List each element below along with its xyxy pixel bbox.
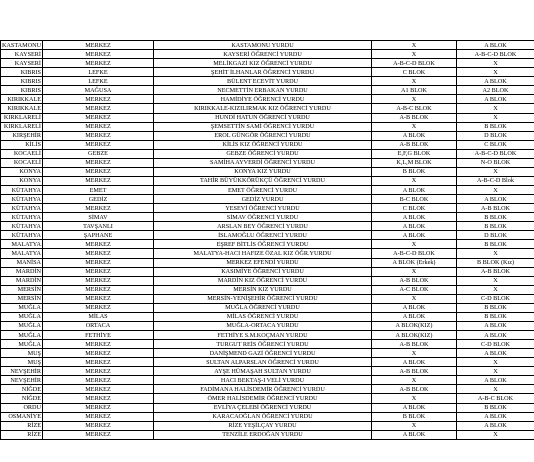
block-b-cell: B BLOK <box>457 403 534 412</box>
city-cell: MUĞLA <box>1 331 43 340</box>
block-b-cell: A-B-C-D BLOK <box>457 149 534 158</box>
block-a-cell: X <box>372 176 457 185</box>
dormitory-name-cell: İSLAMOĞLU ÖĞRENCİ YURDU <box>154 231 372 240</box>
block-a-cell: A BLOK <box>372 430 457 439</box>
table-row <box>1 167 534 176</box>
city-cell: KIBRIS <box>1 68 43 77</box>
block-b-cell: A BLOK <box>457 95 534 104</box>
dormitory-name-cell: SULTAN ALPARSLAN ÖĞRENCİ YURDU <box>154 358 372 367</box>
table-row <box>1 358 534 367</box>
block-a-cell: A-B-C-D BLOK <box>372 249 457 258</box>
dormitory-name-cell: KARACAOĞLAN ÖĞRENCİ YURDU <box>154 412 372 421</box>
dormitory-name-cell: MERSİN KIZ YURDU <box>154 285 372 294</box>
block-a-cell: X <box>372 394 457 403</box>
block-b-cell: A-B BLOK <box>457 204 534 213</box>
table-row <box>1 195 534 204</box>
dormitory-name-cell: MELİKGAZİ KIZ ÖĞRENCİ YURDU <box>154 59 372 68</box>
dormitory-name-cell: KİLİS KIZ ÖĞRENCİ YURDU <box>154 140 372 149</box>
table-row <box>1 149 534 158</box>
table-row <box>1 158 534 167</box>
district-cell: MERKEZ <box>43 367 154 376</box>
dormitory-name-cell: FADİMANA HALİSDEMİR ÖĞRENCİ YURDU <box>154 385 372 394</box>
city-cell: MALATYA <box>1 240 43 249</box>
dormitory-name-cell: TURGUT REİS ÖĞRENCİ YURDU <box>154 340 372 349</box>
block-a-cell: A-B BLOK <box>372 276 457 285</box>
block-a-cell: X <box>372 294 457 303</box>
city-cell: MUĞLA <box>1 312 43 321</box>
block-b-cell: A BLOK <box>457 77 534 86</box>
district-cell: ORTACA <box>43 321 154 330</box>
block-b-cell: C-D BLOK <box>457 294 534 303</box>
city-cell: NEVŞEHİR <box>1 376 43 385</box>
table-row <box>1 104 534 113</box>
city-cell: MERSİN <box>1 285 43 294</box>
block-b-cell: B BLOK <box>457 312 534 321</box>
table-row <box>1 303 534 312</box>
dormitory-name-cell: KAYSERİ ÖĞRENCİ YURDU <box>154 50 372 59</box>
district-cell: MERKEZ <box>43 122 154 131</box>
district-cell: MERKEZ <box>43 340 154 349</box>
block-b-cell: A-B-C-D BLOK <box>457 50 534 59</box>
dormitory-name-cell: GEDİZ YURDU <box>154 195 372 204</box>
dormitory-name-cell: HACI BEKTAŞ-I VELİ YURDU <box>154 376 372 385</box>
block-b-cell: B BLOK <box>457 213 534 222</box>
dormitory-name-cell: TAHİR BÜYÜKKÖRÜKÇÜ ÖĞRENCİ YURDU <box>154 176 372 185</box>
block-a-cell: B BLOK <box>372 167 457 176</box>
block-b-cell: X <box>457 167 534 176</box>
table-row <box>1 204 534 213</box>
dormitory-name-cell: MUĞLA ÖĞRENCİ YURDU <box>154 303 372 312</box>
city-cell: MANİSA <box>1 258 43 267</box>
block-a-cell: A-B BLOK <box>372 367 457 376</box>
block-b-cell: X <box>457 276 534 285</box>
district-cell: MERKEZ <box>43 59 154 68</box>
district-cell: MERKEZ <box>43 131 154 140</box>
district-cell: MERKEZ <box>43 394 154 403</box>
district-cell: GEBZE <box>43 149 154 158</box>
block-b-cell: X <box>457 385 534 394</box>
table-row <box>1 240 534 249</box>
city-cell: KIRKLARELİ <box>1 113 43 122</box>
block-a-cell: A-B BLOK <box>372 340 457 349</box>
dormitory-name-cell: TENZİLE ERDOĞAN YURDU <box>154 430 372 439</box>
table-row <box>1 186 534 195</box>
block-a-cell: A-B-C-D BLOK <box>372 59 457 68</box>
district-cell: EMET <box>43 186 154 195</box>
dormitory-name-cell: EVLİYA ÇELEBİ ÖĞRENCİ YURDU <box>154 403 372 412</box>
block-a-cell: X <box>372 122 457 131</box>
block-a-cell: X <box>372 349 457 358</box>
block-a-cell: A BLOK (Erkek) <box>372 258 457 267</box>
city-cell: KİLİS <box>1 140 43 149</box>
city-cell: KONYA <box>1 176 43 185</box>
table-row <box>1 77 534 86</box>
dormitory-name-cell: EŞREF BİTLİS ÖĞRENCİ YURDU <box>154 240 372 249</box>
table-row <box>1 294 534 303</box>
block-b-cell: B BLOK <box>457 303 534 312</box>
district-cell: MERKEZ <box>43 95 154 104</box>
district-cell: MAĞUSA <box>43 86 154 95</box>
district-cell: MERKEZ <box>43 285 154 294</box>
block-a-cell: X <box>372 421 457 430</box>
district-cell: LEFKE <box>43 77 154 86</box>
table-row <box>1 213 534 222</box>
table-row <box>1 140 534 149</box>
city-cell: KASTAMONU <box>2 41 42 49</box>
block-b-cell: X <box>457 113 534 122</box>
block-b-cell: X <box>457 104 534 113</box>
block-b-cell: X <box>457 249 534 258</box>
district-cell: MERKEZ <box>43 376 154 385</box>
city-cell: NEVŞEHİR <box>1 367 43 376</box>
dormitory-name-cell: ÖMER HALİSDEMİR ÖĞRENCİ YURDU <box>154 394 372 403</box>
district-cell: MERKEZ <box>43 385 154 394</box>
city-cell: KIBRIS <box>1 77 43 86</box>
table-row <box>1 430 534 439</box>
district-cell: MERKEZ <box>43 204 154 213</box>
city-cell: KIRIKKALE <box>1 104 43 113</box>
block-b-cell: B BLOK (Kız) <box>457 258 534 267</box>
table-row <box>1 95 534 104</box>
table-row <box>1 41 534 50</box>
district-cell: MERKEZ <box>43 240 154 249</box>
block-a-cell: A-B BLOK <box>372 385 457 394</box>
block-b-cell: B BLOK <box>457 222 534 231</box>
district-cell: LEFKE <box>43 68 154 77</box>
dormitory-name-cell: HUNDİ HATUN ÖĞRENCİ YURDU <box>154 113 372 122</box>
dormitory-name-cell: ŞEHİT İLHANLAR ÖĞRENCİ YURDU <box>154 68 372 77</box>
table-row <box>1 258 534 267</box>
block-b-cell: X <box>457 367 534 376</box>
district-cell: MERKEZ <box>43 267 154 276</box>
dormitory-name-cell: GEBZE ÖĞRENCİ YURDU <box>154 149 372 158</box>
table-row <box>1 321 534 330</box>
district-cell: ŞAPHANE <box>43 231 154 240</box>
block-a-cell: A BLOK <box>372 403 457 412</box>
table-row <box>1 122 534 131</box>
block-b-cell: X <box>457 285 534 294</box>
table-row <box>1 176 534 185</box>
district-cell: MERKEZ <box>43 104 154 113</box>
block-a-cell: E,F,G BLOK <box>372 149 457 158</box>
city-cell: MUĞLA <box>1 340 43 349</box>
table-row <box>1 412 534 421</box>
block-a-cell: A BLOK <box>372 312 457 321</box>
table-row <box>1 222 534 231</box>
district-cell: SİMAV <box>43 213 154 222</box>
block-b-cell: A BLOK <box>457 376 534 385</box>
dormitory-name-cell: EMET ÖĞRENCİ YURDU <box>154 186 372 195</box>
district-cell: GEDİZ <box>43 195 154 204</box>
dormitory-name-cell: KASIMİYE ÖĞRENCİ YURDU <box>154 267 372 276</box>
city-cell: KOCAELİ <box>1 149 43 158</box>
table-row <box>1 86 534 95</box>
dormitory-name-cell: MARDİN KIZ ÖĞRENCİ YURDU <box>154 276 372 285</box>
block-b-cell: C-D BLOK <box>457 340 534 349</box>
district-cell: MERKEZ <box>43 41 154 50</box>
city-cell: MUĞLA <box>1 321 43 330</box>
block-a-cell: B-C BLOK <box>372 195 457 204</box>
block-b-cell: D BLOK <box>457 231 534 240</box>
dormitory-name-cell: SAMİHA AYVERDİ ÖĞRENCİ YURDU <box>154 158 372 167</box>
city-cell: KÜTAHYA <box>1 195 43 204</box>
block-a-cell: A BLOK <box>372 131 457 140</box>
block-a-cell: C BLOK <box>372 68 457 77</box>
dormitory-name-cell: AYŞE HÜMAŞAH SULTAN YURDU <box>154 367 372 376</box>
block-b-cell: N-O BLOK <box>457 158 534 167</box>
table-row <box>1 312 534 321</box>
city-cell: RİZE <box>1 421 43 430</box>
dormitory-name-cell: MUĞLA-ORTACA YURDU <box>154 321 372 330</box>
block-b-cell: X <box>457 358 534 367</box>
city-cell: OSMANİYE <box>1 412 43 421</box>
district-cell: MERKEZ <box>43 412 154 421</box>
table-row <box>1 113 534 122</box>
city-cell: MUŞ <box>1 349 43 358</box>
city-cell: MARDİN <box>1 267 43 276</box>
city-cell: RİZE <box>1 430 43 439</box>
city-cell: KÜTAHYA <box>1 222 43 231</box>
dormitory-name-cell: MALATYA-HACI HAFIZE ÖZAL KIZ ÖĞR.YURDU <box>154 249 372 258</box>
block-b-cell: A-B-C BLOK <box>457 394 534 403</box>
district-cell: MERKEZ <box>43 113 154 122</box>
dormitory-name-cell: YESEVİ ÖĞRENCİ YURDU <box>154 204 372 213</box>
table-row <box>1 403 534 412</box>
city-cell: KÜTAHYA <box>1 231 43 240</box>
district-cell: MERKEZ <box>43 430 154 439</box>
table-row <box>1 276 534 285</box>
dormitory-name-cell: HAMİDİYE ÖĞRENCİ YURDU <box>154 95 372 104</box>
block-a-cell: A-B BLOK <box>372 140 457 149</box>
block-a-cell: X <box>372 95 457 104</box>
block-a-cell: A BLOK(KIZ) <box>372 331 457 340</box>
city-cell: MARDİN <box>1 276 43 285</box>
district-cell: MERKEZ <box>43 403 154 412</box>
block-a-cell: A-B BLOK <box>372 113 457 122</box>
dormitory-name-cell: KIRIKKALE-KIZILIRMAK KIZ ÖĞRENCİ YURDU <box>154 104 372 113</box>
block-b-cell: B BLOK <box>457 122 534 131</box>
block-a-cell: A BLOK <box>372 303 457 312</box>
dormitory-name-cell: ŞEMSETTİN SAMİ ÖĞRENCİ YURDU <box>154 122 372 131</box>
block-b-cell: X <box>457 186 534 195</box>
district-cell: MERKEZ <box>43 294 154 303</box>
dormitory-name-cell: KASTAMONU YURDU <box>154 41 372 50</box>
table-row <box>1 349 534 358</box>
block-b-cell: A BLOK <box>457 349 534 358</box>
district-cell: MERKEZ <box>43 249 154 258</box>
district-cell: MERKEZ <box>43 358 154 367</box>
district-cell: MİLAS <box>43 312 154 321</box>
block-a-cell: A1 BLOK <box>372 86 457 95</box>
table-row <box>1 331 534 340</box>
city-cell: KONYA <box>1 167 43 176</box>
district-cell: MERKEZ <box>43 421 154 430</box>
dormitory-name-cell: NECMETTİN ERBAKAN YURDU <box>154 86 372 95</box>
block-b-cell: A-B-C-D Blok <box>457 176 534 185</box>
dormitory-name-cell: DANİŞMEND GAZİ ÖĞRENCİ YURDU <box>154 349 372 358</box>
city-cell: NİĞDE <box>1 394 43 403</box>
block-b-cell: A BLOK <box>457 331 534 340</box>
block-a-cell: A-C BLOK <box>372 285 457 294</box>
block-b-cell: A BLOK <box>457 412 534 421</box>
city-cell: MERSİN <box>1 294 43 303</box>
table-row <box>1 231 534 240</box>
table-row <box>1 394 534 403</box>
block-a-cell: A BLOK <box>372 231 457 240</box>
block-a-cell: A BLOK(KIZ) <box>372 321 457 330</box>
table-row <box>1 285 534 294</box>
dormitory-name-cell: MİLAS ÖĞRENCİ YURDU <box>154 312 372 321</box>
dormitory-table <box>0 40 534 440</box>
dormitory-name-cell: EROL GÜNGÖR ÖĞRENCİ YURDU <box>154 131 372 140</box>
city-cell: KÜTAHYA <box>1 213 43 222</box>
district-cell: MERKEZ <box>43 50 154 59</box>
dormitory-name-cell: MERKEZ EFENDİ YURDU <box>154 258 372 267</box>
city-cell: KIRKLARELİ <box>1 122 43 131</box>
block-a-cell: X <box>372 77 457 86</box>
district-cell: MERKEZ <box>43 140 154 149</box>
district-cell: MERKEZ <box>43 167 154 176</box>
block-a-cell: X <box>372 50 457 59</box>
block-a-cell: A BLOK <box>372 358 457 367</box>
city-cell: MUŞ <box>1 358 43 367</box>
table-row <box>1 249 534 258</box>
city-cell: MALATYA <box>1 249 43 258</box>
city-cell: KAYSERİ <box>1 59 43 68</box>
district-cell: MERKEZ <box>43 276 154 285</box>
block-b-cell: A BLOK <box>457 41 534 50</box>
block-b-cell: X <box>457 59 534 68</box>
table-row <box>1 68 534 77</box>
table-row <box>1 367 534 376</box>
city-cell: KÜTAHYA <box>1 186 43 195</box>
block-b-cell: B BLOK <box>457 240 534 249</box>
district-cell: FETHİYE <box>43 331 154 340</box>
table-row <box>1 50 534 59</box>
district-cell: MERKEZ <box>43 349 154 358</box>
table-row <box>1 131 534 140</box>
block-b-cell: X <box>457 68 534 77</box>
block-a-cell: X <box>372 376 457 385</box>
district-cell: MERKEZ <box>43 158 154 167</box>
block-b-cell: A BLOK <box>457 421 534 430</box>
block-a-cell: A BLOK <box>372 213 457 222</box>
district-cell: TAVŞANLI <box>43 222 154 231</box>
city-cell: KIBRIS <box>1 86 43 95</box>
block-a-cell: A BLOK <box>372 186 457 195</box>
block-b-cell: A BLOK <box>457 321 534 330</box>
table-row <box>1 421 534 430</box>
block-a-cell: B BLOK <box>372 412 457 421</box>
city-cell: NİĞDE <box>1 385 43 394</box>
block-a-cell: A BLOK <box>372 222 457 231</box>
block-b-cell: A2 BLOK <box>457 86 534 95</box>
block-a-cell: A-B-C BLOK <box>372 104 457 113</box>
block-b-cell: D BLOK <box>457 131 534 140</box>
district-cell: MERKEZ <box>43 258 154 267</box>
dormitory-name-cell: FETHİYE S.M.KOÇMAN YURDU <box>154 331 372 340</box>
block-a-cell: X <box>372 267 457 276</box>
city-cell: KAYSERİ <box>1 50 43 59</box>
dormitory-name-cell: MERSİN-YENİŞEHİR ÖĞRENCİ YURDU <box>154 294 372 303</box>
block-a-cell: X <box>372 240 457 249</box>
dormitory-name-cell: RİZE YEŞİLÇAY YURDU <box>154 421 372 430</box>
table-row <box>1 340 534 349</box>
block-b-cell: A BLOK <box>457 195 534 204</box>
city-cell: MUĞLA <box>1 303 43 312</box>
table-row <box>1 267 534 276</box>
dormitory-name-cell: KONYA KIZ YURDU <box>154 167 372 176</box>
block-a-cell: X <box>372 41 457 50</box>
table-row <box>1 376 534 385</box>
table-body <box>1 41 534 440</box>
district-cell: MERKEZ <box>43 176 154 185</box>
dormitory-name-cell: ARSLAN BEY ÖĞRENCİ YURDU <box>154 222 372 231</box>
city-cell: ORDU <box>1 403 43 412</box>
table-row <box>1 59 534 68</box>
block-b-cell: A-B BLOK <box>457 267 534 276</box>
table-row <box>1 385 534 394</box>
city-cell: KOCAELİ <box>1 158 43 167</box>
district-cell: MERKEZ <box>43 303 154 312</box>
dormitory-name-cell: BÜLENT ECEVİT YURDU <box>154 77 372 86</box>
city-cell: KÜTAHYA <box>1 204 43 213</box>
city-cell: KIRIKKALE <box>1 95 43 104</box>
block-b-cell: X <box>457 430 534 439</box>
block-b-cell: C BLOK <box>457 140 534 149</box>
block-a-cell: K,L,M BLOK <box>372 158 457 167</box>
city-cell: KIRŞEHİR <box>1 131 43 140</box>
block-a-cell: C BLOK <box>372 204 457 213</box>
dormitory-name-cell: SİMAV ÖĞRENCİ YURDU <box>154 213 372 222</box>
